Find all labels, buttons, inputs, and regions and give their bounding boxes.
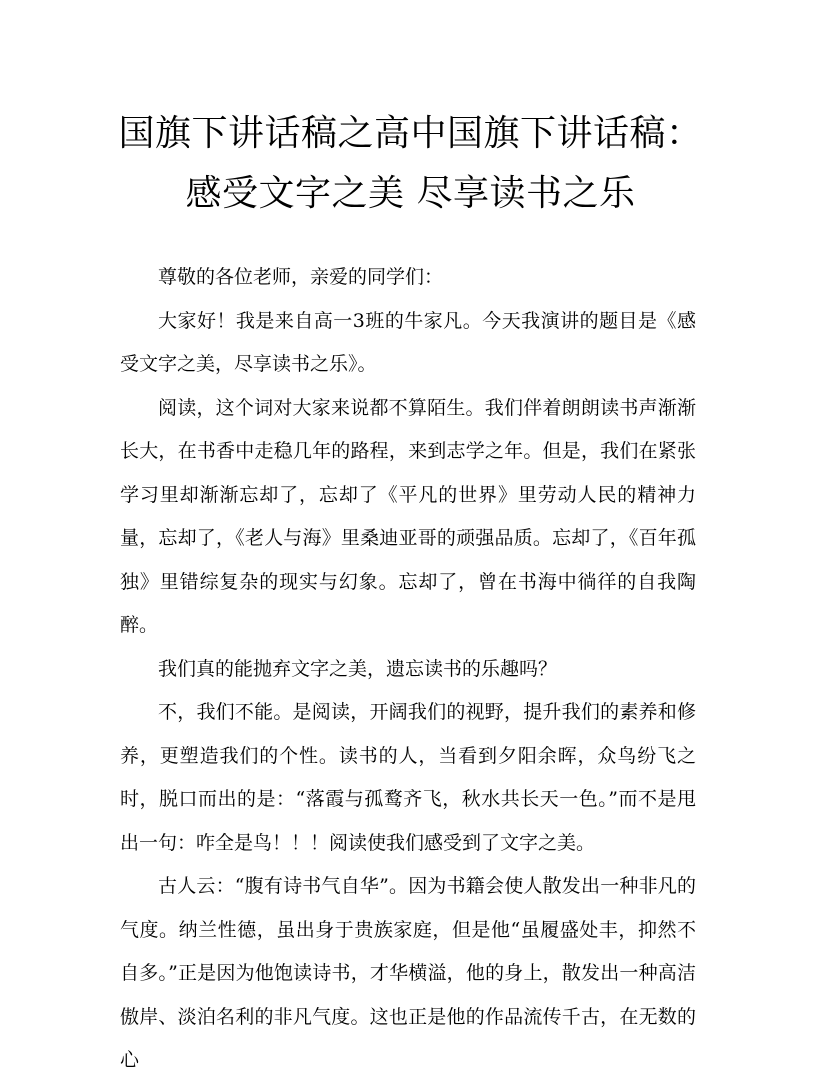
paragraph-salutation: 尊敬的各位老师，亲爱的同学们：: [158, 266, 444, 288]
paragraph-introduction: 大家好！我是来自高一3班的牛家凡。今天我演讲的题目是《感受文字之美，尽享读书之乐》。: [120, 309, 696, 375]
paragraph-reading: 阅读，这个词对大家来说都不算陌生。我们伴着朗朗读书声渐渐长大，在书香中走稳几年的路程，来到志学之年。但是，我们在紧张学习里却渐渐忘却了，忘却了《平凡的世界》里劳动人民的精神力量，忘却了，《老人与海》里桑迪亚哥的顽强品质。忘却了，《百年孤独》里错综复杂的现实与幻象。忘却了，曾在书海中徜徉的自我陶醉。: [120, 396, 696, 636]
document-body: [120, 256, 696, 1083]
document-title: 国旗下讲话稿之高中国旗下讲话稿：感受文字之美 尽享读书之乐: [118, 113, 703, 214]
paragraph-question: 我们真的能抛弃文字之美，遗忘读书的乐趣吗？: [158, 657, 558, 680]
paragraph-ancient-saying: 古人云：“腹有诗书气自华”。因为书籍会使人散发出一种非凡的气度。纳兰性德，虽出身于贵族家庭，但是他“虽履盛处丰，抑然不自多。”正是因为他饱读诗书，才华横溢，他的身上，散发出一种高洁傲岸、淡泊名利的非凡气度。这也正是他的作品流传千古，在无数的心: [120, 875, 696, 1071]
paragraph-answer: 不，我们不能。是阅读，开阔我们的视野，提升我们的素养和修养，更塑造我们的个性。读书的人，当看到夕阳余晖，众鸟纷飞之时，脱口而出的是：“落霞与孤鹜齐飞，秋水共长天一色。”而不是甩出一句：咋全是鸟！！！阅读使我们感受到了文字之美。: [120, 701, 696, 854]
